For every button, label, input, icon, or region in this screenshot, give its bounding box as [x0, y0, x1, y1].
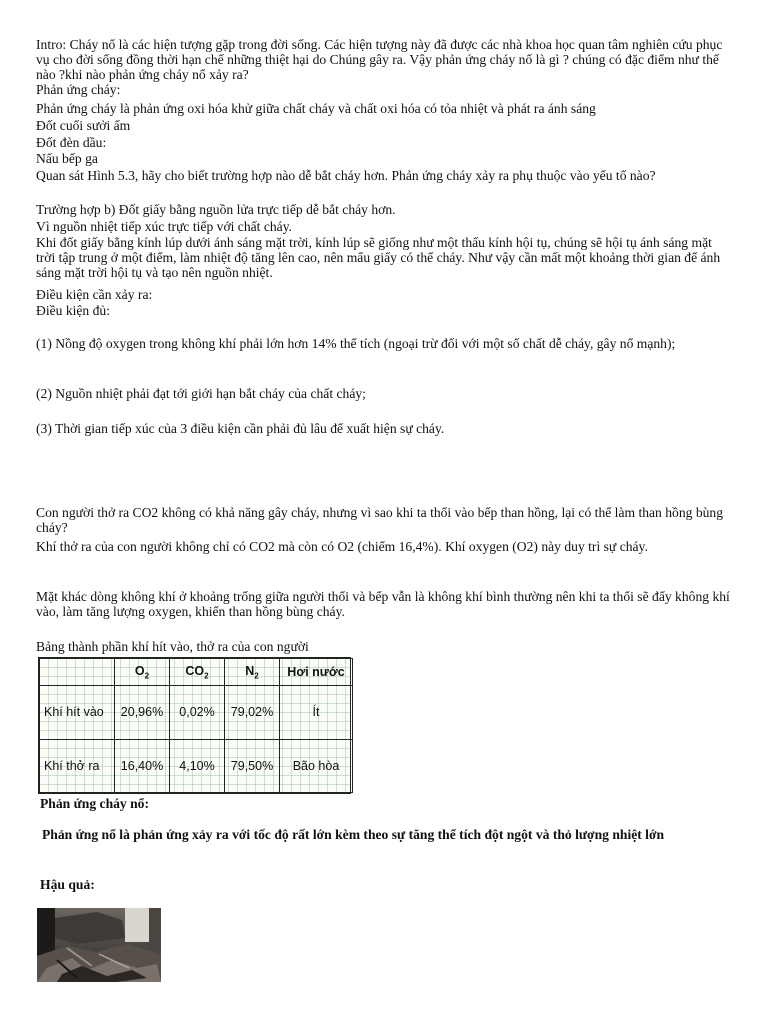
header-o2: $O_2$ [115, 659, 170, 686]
cell-water-vapor: Ít [280, 686, 353, 740]
table-row [40, 686, 353, 740]
sufficient-conditions: Điều kiện đủ: [36, 303, 110, 318]
condition-2: (2) Nguồn nhiệt phải đạt tới giới hạn bắt cháy của chất cháy; [36, 386, 366, 401]
answer-case-b: Trường hợp b) Đốt giấy bằng nguồn lửa trực tiếp dễ bắt cháy hơn. [36, 202, 396, 217]
table-row [40, 739, 353, 793]
cell-o2: 20,96% [115, 686, 170, 740]
header-water-vapor: Hơi nước [280, 659, 353, 686]
figure-question: Quan sát Hình 5.3, hãy cho biết trường hợp nào dễ bắt cháy hơn. Phản ứng cháy xảy ra phụ thuộc vào yếu tố nào? [36, 168, 656, 183]
table-header-row [40, 659, 353, 686]
answer-reason: Vì nguồn nhiệt tiếp xúc trực tiếp với chất cháy. [36, 219, 293, 234]
burn-reaction-title: Phản ứng cháy: [36, 82, 121, 97]
co2-question: Con người thở ra CO2 không có khả năng gây cháy, nhưng vì sao khi ta thổi vào bếp than hồng, lại có thể làm than hồng bùng cháy? [36, 505, 724, 535]
cell-co2: 4,10% [170, 739, 225, 793]
consequences-title: Hậu quả: [40, 877, 95, 892]
intro-paragraph: Intro: Cháy nổ là các hiện tượng gặp trong đời sống. Các hiện tượng này đã được các nhà khoa học quan tâm nghiên cứu phục vụ cho đời sống đồng thời hạn chế những thiệt hại do Chúng gây ra. Vậy phản ứng cháy nổ là gì ? chúng có đặc điểm như thế nào ?khi nào phản ứng cháy nổ xảy ra? [36, 37, 723, 82]
gas-composition-table [38, 657, 351, 794]
fire-damage-photo [37, 908, 161, 982]
explosion-definition: Phản ứng nổ là phản ứng xảy ra với tốc độ rất lớn kèm theo sự tăng thể tích đột ngột và thỏ lượng nhiệt lớn [42, 827, 665, 842]
example-gas-stove: Nấu bếp ga [36, 151, 98, 166]
cell-n2: 79,02% [225, 686, 280, 740]
table-caption: Bảng thành phần khí hít vào, thở ra của con người [36, 639, 309, 654]
cell-n2: 79,50% [225, 739, 280, 793]
cell-o2: 16,40% [115, 739, 170, 793]
example-firewood: Đốt cuối sưởi ấm [36, 118, 131, 133]
header-n2: $N_2$ [225, 659, 280, 686]
header-empty [40, 659, 115, 686]
air-flow-paragraph: Mặt khác dòng không khí ở khoảng trống giữa người thổi và bếp vẫn là không khí bình thường nên khi ta thổi sẽ đẩy không khí vào, làm tăng lượng oxygen, khiến than hồng bùng cháy. [36, 589, 730, 619]
magnifier-paragraph: Khi đốt giấy bằng kính lúp dưới ánh sáng mặt trời, kính lúp sẽ giống như một thấu kính hội tụ, chúng sẽ hội tụ ánh sáng mặt trời tập trung ở một điểm, làm nhiệt độ tăng lên cao, nên mẩu giấy có thể cháy. Như vậy cần mất một khoảng thời gian để ánh sáng mặt trời hội tụ và tạo nên nguồn nhiệt. [36, 235, 721, 280]
row-label: Khí thở ra [40, 739, 115, 793]
condition-3: (3) Thời gian tiếp xúc của 3 điều kiện cần phải đủ lâu để xuất hiện sự cháy. [36, 421, 445, 436]
header-co2: $CO_2$ [170, 659, 225, 686]
condition-1: (1) Nồng độ oxygen trong không khí phải lớn hơn 14% thể tích (ngoại trừ đối với một số chất dễ cháy, gây nổ mạnh); [36, 336, 676, 351]
burn-reaction-definition: Phản ứng cháy là phản ứng oxi hóa khử giữa chất cháy và chất oxi hóa có tỏa nhiệt và phát ra ánh sáng [36, 101, 596, 116]
row-label: Khí hít vào [40, 686, 115, 740]
cell-water-vapor: Bão hòa [280, 739, 353, 793]
example-oil-lamp: Đốt đèn dầu: [36, 135, 107, 150]
necessary-conditions: Điều kiện cần xảy ra: [36, 287, 153, 302]
cell-co2: 0,02% [170, 686, 225, 740]
explosion-title: Phản ứng cháy nổ: [40, 796, 150, 811]
co2-answer: Khí thở ra của con người không chỉ có CO2 mà còn có O2 (chiếm 16,4%). Khí oxygen (O2) này duy trì sự cháy. [36, 539, 648, 554]
